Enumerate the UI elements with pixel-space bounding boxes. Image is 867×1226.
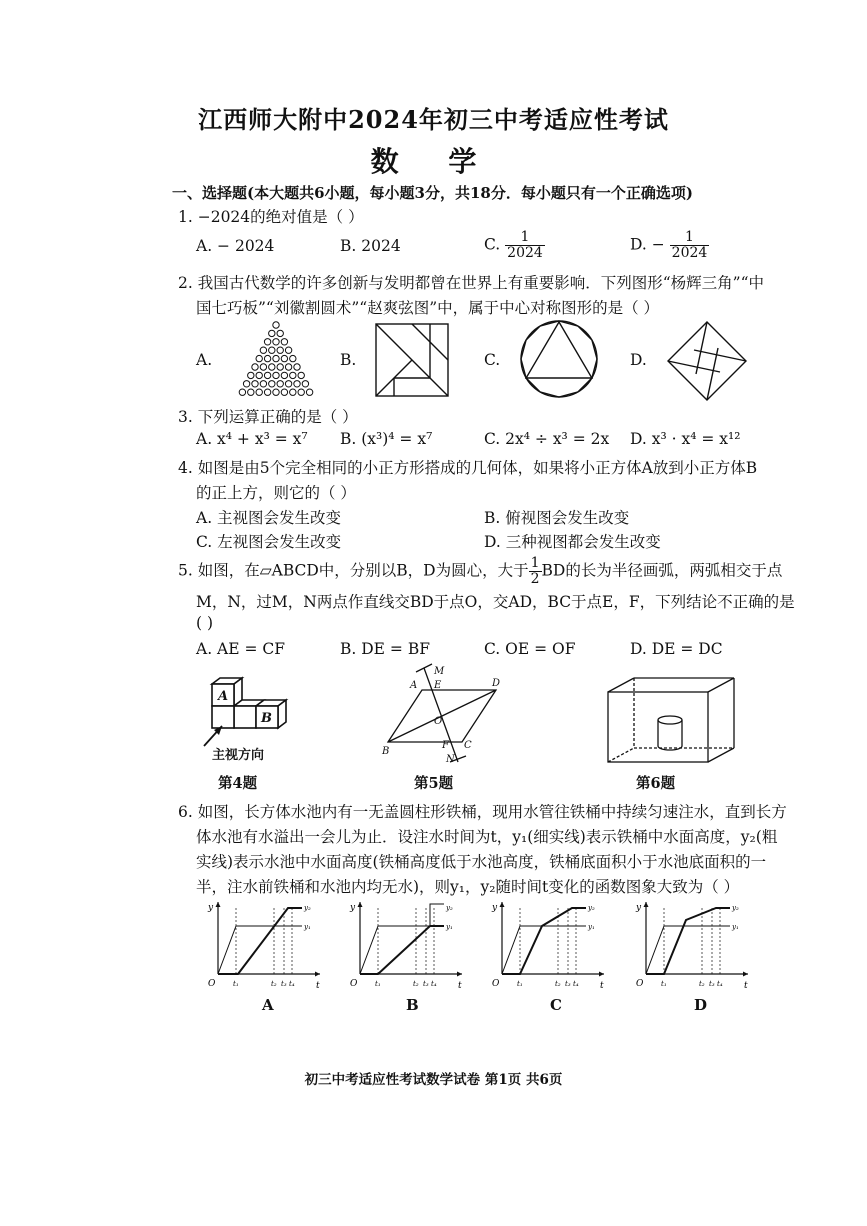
q6-graph-b <box>346 898 470 994</box>
x-arrow <box>743 972 748 977</box>
q4-option-a: A. 主视图会发生改变 <box>196 509 342 527</box>
yanghui-dot <box>264 355 270 361</box>
tick-label: t₃ <box>565 980 571 988</box>
yanghui-dot <box>277 330 283 336</box>
q6-graph-c <box>488 898 612 994</box>
q5-option-c: C. OE = OF <box>484 640 576 658</box>
tick-label: t₄ <box>717 980 723 988</box>
tick-label: t₁ <box>661 980 667 988</box>
q6-graph-b-label: B <box>406 996 419 1014</box>
y1-label: y₁ <box>304 923 311 931</box>
q1-option-c: C. $\frac{1}{2024}$ <box>484 229 543 261</box>
yanghui-dot <box>290 355 296 361</box>
q2-line1: 2. 我国古代数学的许多创新与发明都曾在世界上有重要影响．下列图形“杨辉三角”“中 <box>178 274 764 292</box>
yanghui-dot <box>285 347 291 353</box>
x-arrow <box>315 972 320 977</box>
q6-graph-a <box>204 898 328 994</box>
liuhui-circle-figure <box>518 318 600 400</box>
tick-label: t₁ <box>517 980 523 988</box>
q5-option-b: B. DE = BF <box>340 640 430 658</box>
yanghui-dot <box>290 389 296 395</box>
q3-option-d: D. x³ · x⁴ = x¹² <box>630 430 741 448</box>
y-arrow <box>358 902 363 907</box>
yanghui-dot <box>239 389 245 395</box>
fig4-label-b: B <box>261 711 272 726</box>
fig5-label-a: A <box>410 680 418 691</box>
yanghui-dot <box>281 339 287 345</box>
tick-label: t₃ <box>423 980 429 988</box>
tick-label: t₁ <box>375 980 381 988</box>
tick-label: t₄ <box>289 980 295 988</box>
yanghui-dot <box>248 389 254 395</box>
q2-option-d: D. <box>630 351 647 369</box>
yanghui-dot <box>260 347 266 353</box>
tick-label: t₄ <box>573 980 579 988</box>
tick-label: t₁ <box>233 980 239 988</box>
section-header: 一、选择题(本大题共6小题，每小题3分，共18分．每小题只有一个正确选项) <box>172 184 693 202</box>
axis-y-label: y <box>636 903 642 913</box>
tick-label: t₄ <box>431 980 437 988</box>
yanghui-dot <box>273 372 279 378</box>
fig4-caption: 第4题 <box>218 775 258 792</box>
yanghui-dot <box>252 364 258 370</box>
yanghui-dot <box>302 381 308 387</box>
q6-line4: 半，注水前铁桶和水池内均无水)，则y₁，y₂随时间t变化的函数图象大致为（ ） <box>196 878 740 896</box>
fig4-label-a: A <box>218 689 229 704</box>
q2-option-c: C. <box>484 351 501 369</box>
q2-option-a: A. <box>196 351 213 369</box>
y1-label: y₁ <box>588 923 595 931</box>
y2-label: y₂ <box>732 904 739 912</box>
origin-label: O <box>208 979 216 989</box>
tick-label: t₃ <box>281 980 287 988</box>
q5-line2: M，N，过M，N两点作直线交BD于点O，交AD，BC于点E，F，下列结论不正确的是 <box>196 593 795 611</box>
yanghui-dot <box>256 372 262 378</box>
q5-line3: ( ) <box>196 614 214 632</box>
tick-label: t₂ <box>413 980 419 988</box>
yanghui-dot <box>294 381 300 387</box>
yanghui-dot <box>243 381 249 387</box>
fig5-label-n: N <box>446 754 455 765</box>
q4-line2: 的正上方，则它的（ ） <box>196 484 356 502</box>
fig5-caption: 第5题 <box>414 775 454 792</box>
q4-option-c: C. 左视图会发生改变 <box>196 533 342 551</box>
tick-label: t₂ <box>271 980 277 988</box>
yanghui-dot <box>273 355 279 361</box>
tangram-figure <box>374 322 450 398</box>
fig5-label-o: O <box>434 716 443 727</box>
q2-option-b: B. <box>340 351 357 369</box>
exam-title: 江西师大附中2024年初三中考适应性考试 <box>198 105 669 134</box>
yanghui-dot <box>252 381 258 387</box>
q4-line1: 4. 如图是由5个完全相同的小正方形搭成的几何体，如果将小正方体A放到小正方体B <box>178 459 758 477</box>
q1-option-d: D. − $\frac{1}{2024}$ <box>630 229 708 261</box>
y2-label: y₂ <box>304 904 311 912</box>
yanghui-dot <box>285 381 291 387</box>
q6-graph-d-label: D <box>694 996 708 1014</box>
yanghui-dot <box>281 389 287 395</box>
fig5-label-c: C <box>464 740 472 751</box>
q5-line1: 5. 如图，在▱ABCD中，分别以B，D为圆心，大于 $\frac{1}{2}$ BD的长为半径画弧，两弧相交于点 <box>178 555 783 587</box>
y2-label: y₂ <box>588 904 595 912</box>
yanghui-dot <box>298 389 304 395</box>
q6-graph-d <box>632 898 756 994</box>
q3-option-b: B. (x³)⁴ = x⁷ <box>340 430 433 448</box>
q6-line2: 体水池有水溢出一会儿为止．设注水时间为t，y₁(细实线)表示铁桶中水面高度，y₂(粗 <box>196 828 778 846</box>
yanghui-dot <box>256 389 262 395</box>
tick-label: t₂ <box>555 980 561 988</box>
fig5-label-e: E <box>434 680 442 691</box>
q3-option-a: A. x⁴ + x³ = x⁷ <box>196 430 308 448</box>
yanghui-dot <box>264 389 270 395</box>
tick-label: t₃ <box>709 980 715 988</box>
y-arrow <box>644 902 649 907</box>
axis-x-label: t <box>316 981 320 991</box>
q5-option-a: A. AE = CF <box>196 640 286 658</box>
origin-label: O <box>636 979 644 989</box>
yanghui-dot <box>298 372 304 378</box>
yanghui-dot <box>269 364 275 370</box>
y1-label: y₁ <box>446 923 453 931</box>
axis-y-label: y <box>492 903 498 913</box>
yanghui-dot <box>260 381 266 387</box>
q6-graph-a-label: A <box>262 996 274 1014</box>
axis-x-label: t <box>600 981 604 991</box>
y2-label: y₂ <box>446 904 453 912</box>
q3-stem: 3. 下列运算正确的是（ ） <box>178 408 358 426</box>
yanghui-dot <box>269 330 275 336</box>
yanghui-dot <box>269 381 275 387</box>
q1-option-a: A. − 2024 <box>196 237 275 255</box>
yanghui-dot <box>264 339 270 345</box>
page-footer: 初三中考适应性考试数学试卷 第1页 共6页 <box>304 1072 563 1088</box>
fig5-parallelogram <box>378 662 508 766</box>
x-arrow <box>457 972 462 977</box>
fig4-direction-label: 主视方向 <box>212 748 265 763</box>
yanghui-dot <box>306 389 312 395</box>
yanghui-dot <box>273 389 279 395</box>
origin-label: O <box>492 979 500 989</box>
yanghui-dot <box>248 372 254 378</box>
q1-stem: 1. −2024的绝对值是（ ） <box>178 208 364 226</box>
fig5-label-b: B <box>382 746 390 757</box>
yanghui-dot <box>294 364 300 370</box>
fig5-label-f: F <box>442 740 449 751</box>
subject-title: 数 学 <box>370 145 497 178</box>
yanghui-dot <box>285 364 291 370</box>
q4-option-b: B. 俯视图会发生改变 <box>484 509 630 527</box>
zhaoshuang-figure <box>666 320 748 402</box>
yanghui-dot <box>273 322 279 328</box>
yanghui-dot <box>260 364 266 370</box>
yanghui-dot <box>273 339 279 345</box>
fig6-box-cylinder <box>604 676 740 766</box>
yanghui-triangle-figure <box>228 320 324 398</box>
x-arrow <box>599 972 604 977</box>
y-arrow <box>216 902 221 907</box>
yanghui-dot <box>277 347 283 353</box>
yanghui-dot <box>269 347 275 353</box>
fig5-label-m: M <box>434 666 445 677</box>
y1-label: y₁ <box>732 923 739 931</box>
y-arrow <box>500 902 505 907</box>
axis-x-label: t <box>744 981 748 991</box>
tick-label: t₂ <box>699 980 705 988</box>
yanghui-dot <box>281 355 287 361</box>
fig6-caption: 第6题 <box>636 775 676 792</box>
axis-y-label: y <box>350 903 356 913</box>
yanghui-dot <box>277 381 283 387</box>
yanghui-dot <box>290 372 296 378</box>
axis-x-label: t <box>458 981 462 991</box>
q4-option-d: D. 三种视图都会发生改变 <box>484 533 661 551</box>
origin-label: O <box>350 979 358 989</box>
axis-y-label: y <box>208 903 214 913</box>
q6-line3: 实线)表示水池中水面高度(铁桶高度低于水池高度，铁桶底面积小于水池底面积的一 <box>196 853 767 871</box>
yanghui-dot <box>264 372 270 378</box>
q5-option-d: D. DE = DC <box>630 640 723 658</box>
q3-option-c: C. 2x⁴ ÷ x³ = 2x <box>484 430 610 448</box>
fig5-label-d: D <box>492 678 501 689</box>
yanghui-dot <box>277 364 283 370</box>
q6-graph-c-label: C <box>550 996 562 1014</box>
q1-option-b: B. 2024 <box>340 237 401 255</box>
q2-line2: 国七巧板”“刘徽割圆术”“赵爽弦图”中，属于中心对称图形的是（ ） <box>196 299 660 317</box>
yanghui-dot <box>281 372 287 378</box>
q6-line1: 6. 如图，长方体水池内有一无盖圆柱形铁桶，现用水管往铁桶中持续匀速注水，直到长方 <box>178 803 787 821</box>
yanghui-dot <box>256 355 262 361</box>
